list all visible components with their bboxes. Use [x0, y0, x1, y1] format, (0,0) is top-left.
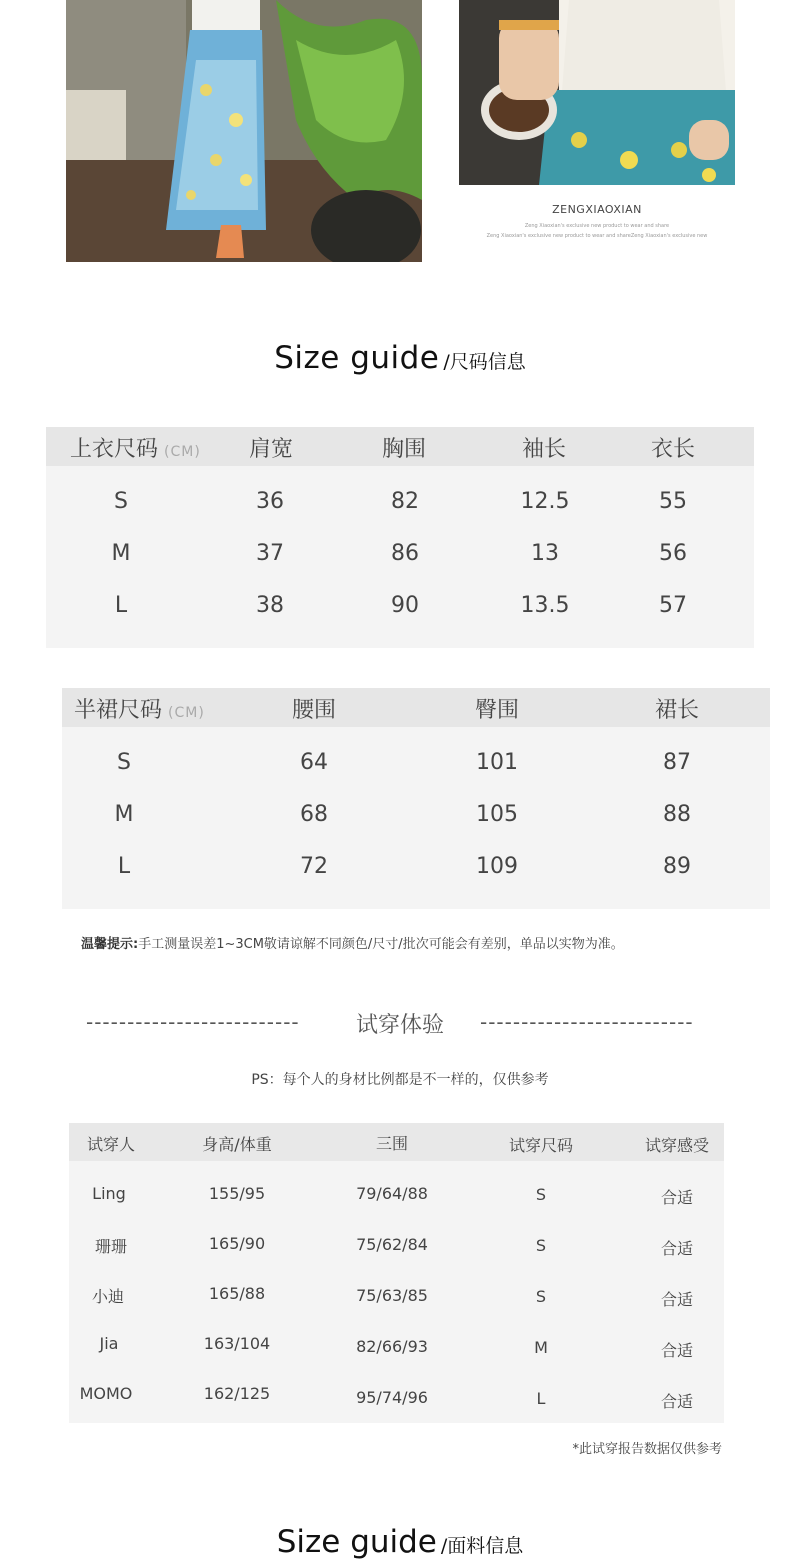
trial-row-2-size: S — [535, 1236, 547, 1255]
skirt-row-m-length: 88 — [663, 802, 691, 827]
top-row-m-length: 56 — [659, 541, 687, 566]
photo-full-outfit-illustration — [66, 0, 422, 262]
trial-ps-note: PS：每个人的身材比例都是不一样的，仅供参考 — [251, 1072, 549, 1088]
trial-row-1-size: S — [535, 1185, 547, 1204]
skirt-row-m-size: M — [114, 802, 134, 827]
skirt-row-l-size: L — [117, 854, 131, 879]
skirt-row-m-hip: 105 — [476, 802, 518, 827]
brand-name: ZENGXIAOXIAN — [552, 203, 642, 216]
top-col-shoulder: 肩宽 — [248, 437, 294, 462]
fabric-info-title-en: Size guide — [276, 1524, 437, 1560]
top-row-s-sleeve: 12.5 — [520, 489, 570, 514]
trial-row-5-size: L — [536, 1389, 546, 1408]
skirt-size-unit: (CM) — [168, 705, 205, 721]
trial-section-title: 试穿体验 — [355, 1013, 445, 1038]
photo-detail-illustration — [459, 0, 735, 185]
trial-row-1-feel: 合适 — [660, 1188, 694, 1207]
fabric-info-title-cn: /面料信息 — [440, 1535, 524, 1557]
trial-row-5-measurements: 95/74/96 — [356, 1388, 428, 1407]
trial-row-1-person: Ling — [92, 1184, 126, 1203]
trial-col-person: 试穿人 — [86, 1135, 136, 1154]
top-row-l-chest: 90 — [391, 593, 419, 618]
trial-row-3-size: S — [535, 1287, 547, 1306]
top-col-sleeve: 袖长 — [521, 437, 567, 462]
top-col-chest: 胸围 — [381, 437, 427, 462]
top-row-l-sleeve: 13.5 — [520, 593, 570, 618]
top-row-m-chest: 86 — [391, 541, 419, 566]
top-col-length: 衣长 — [650, 437, 696, 462]
skirt-row-l-length: 89 — [663, 854, 691, 879]
trial-row-4-feel: 合适 — [660, 1341, 694, 1360]
trial-row-4-height-weight: 163/104 — [203, 1334, 271, 1353]
trial-row-3-feel: 合适 — [660, 1290, 694, 1309]
top-row-m-size: M — [111, 541, 131, 566]
skirt-row-s-hip: 101 — [476, 750, 518, 775]
skirt-row-s-waist: 64 — [300, 750, 328, 775]
measurement-note-label: 温馨提示: — [81, 937, 139, 952]
trial-row-5-person: MOMO — [79, 1384, 133, 1403]
trial-row-1-height-weight: 155/95 — [208, 1184, 266, 1203]
top-row-s-length: 55 — [659, 489, 687, 514]
trial-row-3-measurements: 75/63/85 — [356, 1286, 428, 1305]
skirt-row-s-size: S — [117, 750, 131, 775]
trial-row-2-height-weight: 165/90 — [208, 1234, 266, 1253]
trial-row-2-person: 珊珊 — [94, 1237, 128, 1256]
trial-row-2-measurements: 75/62/84 — [356, 1235, 428, 1254]
skirt-col-length: 裙长 — [654, 698, 700, 723]
skirt-size-label-text: 半裙尺码 — [74, 698, 163, 723]
size-guide-title-cn: /尺码信息 — [443, 351, 526, 373]
top-size-label — [70, 432, 201, 463]
trial-footnote: *此试穿报告数据仅供参考 — [572, 1442, 722, 1457]
trial-col-height-weight: 身高/体重 — [202, 1135, 272, 1154]
fabric-info-title — [0, 1524, 800, 1560]
size-guide-title-en: Size guide — [274, 340, 440, 376]
top-row-l-shoulder: 38 — [256, 593, 284, 618]
trial-row-3-person: 小迪 — [91, 1287, 125, 1306]
skirt-row-s-length: 87 — [663, 750, 691, 775]
skirt-col-hip: 臀围 — [474, 698, 520, 723]
trial-title-dash-left: -------------------------- — [86, 1010, 300, 1034]
trial-row-1-measurements: 79/64/88 — [356, 1184, 428, 1203]
top-size-unit: (CM) — [164, 444, 201, 460]
product-photo-full-outfit — [66, 0, 422, 262]
trial-row-4-size: M — [534, 1338, 548, 1357]
brand-tagline-long: Zeng Xiaoxian's exclusive new product to wear and shareZeng Xiaoxian's exclusive new — [486, 233, 708, 239]
top-size-table — [46, 427, 754, 648]
trial-row-4-measurements: 82/66/93 — [356, 1337, 428, 1356]
skirt-row-m-waist: 68 — [300, 802, 328, 827]
trial-row-5-feel: 合适 — [660, 1392, 694, 1411]
top-row-l-length: 57 — [659, 593, 687, 618]
trial-col-feel: 试穿感受 — [644, 1136, 710, 1155]
measurement-note-text: 手工测量误差1~3CM敬请谅解不同颜色/尺寸/批次可能会有差别，单品以实物为准。 — [138, 937, 624, 952]
top-row-s-size: S — [114, 489, 128, 514]
trial-row-2-feel: 合适 — [660, 1239, 694, 1258]
top-row-m-shoulder: 37 — [256, 541, 284, 566]
skirt-row-l-hip: 109 — [476, 854, 518, 879]
trial-row-5-height-weight: 162/125 — [203, 1384, 271, 1403]
top-row-s-shoulder: 36 — [256, 489, 284, 514]
top-row-l-size: L — [114, 593, 128, 618]
trial-col-measurements: 三围 — [375, 1134, 409, 1153]
trial-col-size: 试穿尺码 — [508, 1136, 574, 1155]
brand-tagline: Zeng Xiaoxian's exclusive new product to wear and share — [524, 223, 670, 229]
skirt-size-table — [62, 688, 770, 909]
trial-row-3-height-weight: 165/88 — [208, 1284, 266, 1303]
trial-row-4-person: Jia — [99, 1334, 119, 1353]
top-size-label-text: 上衣尺码 — [70, 437, 159, 462]
top-row-m-sleeve: 13 — [531, 541, 559, 566]
trial-section-header — [0, 1010, 800, 1038]
trial-title-dash-right: -------------------------- — [480, 1010, 694, 1034]
top-row-s-chest: 82 — [391, 489, 419, 514]
measurement-note — [81, 933, 624, 952]
skirt-col-waist: 腰围 — [291, 698, 337, 723]
product-photo-detail — [459, 0, 735, 185]
skirt-row-l-waist: 72 — [300, 854, 328, 879]
trial-table — [69, 1123, 724, 1423]
skirt-size-label — [74, 693, 205, 724]
size-guide-title — [0, 340, 800, 376]
